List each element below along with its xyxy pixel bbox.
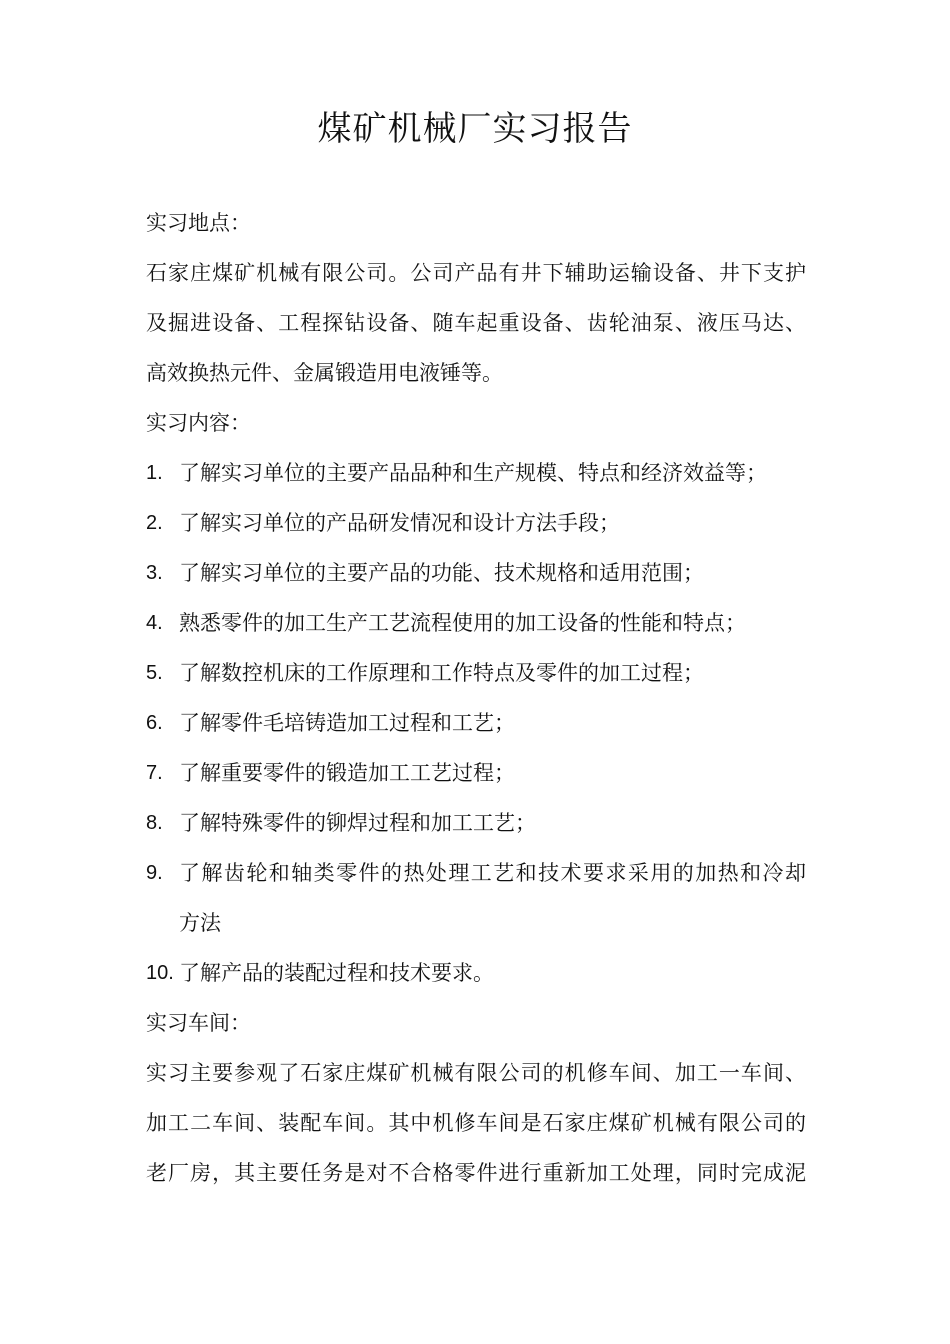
list-item-text: 了解重要零件的锻造加工工艺过程； bbox=[179, 761, 515, 785]
list-item-number: 6. bbox=[146, 712, 163, 734]
list-item-text: 熟悉零件的加工生产工艺流程使用的加工设备的性能和特点； bbox=[179, 611, 746, 635]
workshop-paragraph-line: 老厂房，其主要任务是对不合格零件进行重新加工处理，同时完成泥 bbox=[146, 1161, 806, 1185]
list-item-text: 了解实习单位的产品研发情况和设计方法手段； bbox=[179, 511, 620, 535]
list-item-number: 3. bbox=[146, 562, 163, 584]
list-item-text: 了解实习单位的主要产品品种和生产规模、特点和经济效益等； bbox=[179, 461, 767, 485]
list-item-number: 4. bbox=[146, 612, 163, 634]
list-item-number: 7. bbox=[146, 762, 163, 784]
list-item-number: 10. bbox=[146, 962, 174, 984]
list-item-number: 9. bbox=[146, 862, 163, 884]
list-item-text: 了解特殊零件的铆焊过程和加工工艺； bbox=[179, 811, 536, 835]
list-item-number: 5. bbox=[146, 662, 163, 684]
location-heading: 实习地点： bbox=[146, 211, 251, 235]
workshop-heading: 实习车间： bbox=[146, 1011, 251, 1035]
list-item-text: 了解实习单位的主要产品的功能、技术规格和适用范围； bbox=[179, 561, 704, 585]
list-item-number: 1. bbox=[146, 462, 163, 484]
content-heading: 实习内容： bbox=[146, 411, 251, 435]
workshop-paragraph-line: 加工二车间、装配车间。其中机修车间是石家庄煤矿机械有限公司的 bbox=[146, 1111, 806, 1135]
location-paragraph-line: 石家庄煤矿机械有限公司。公司产品有井下辅助运输设备、井下支护 bbox=[146, 261, 806, 285]
list-item-number: 8. bbox=[146, 812, 163, 834]
list-item-text: 了解零件毛培铸造加工过程和工艺； bbox=[179, 711, 515, 735]
document-title: 煤矿机械厂实习报告 bbox=[317, 109, 633, 149]
list-item-text: 了解数控机床的工作原理和工作特点及零件的加工过程； bbox=[179, 661, 704, 685]
workshop-paragraph-line: 实习主要参观了石家庄煤矿机械有限公司的机修车间、加工一车间、 bbox=[146, 1061, 806, 1085]
location-paragraph-line: 高效换热元件、金属锻造用电液锤等。 bbox=[146, 361, 503, 385]
list-item-text: 了解产品的装配过程和技术要求。 bbox=[179, 961, 494, 985]
list-item-number: 2. bbox=[146, 512, 163, 534]
list-item-continuation: 方法 bbox=[179, 911, 221, 935]
location-paragraph-line: 及掘进设备、工程探钻设备、随车起重设备、齿轮油泵、液压马达、 bbox=[146, 311, 806, 335]
list-item-text: 了解齿轮和轴类零件的热处理工艺和技术要求采用的加热和冷却 bbox=[179, 861, 806, 885]
